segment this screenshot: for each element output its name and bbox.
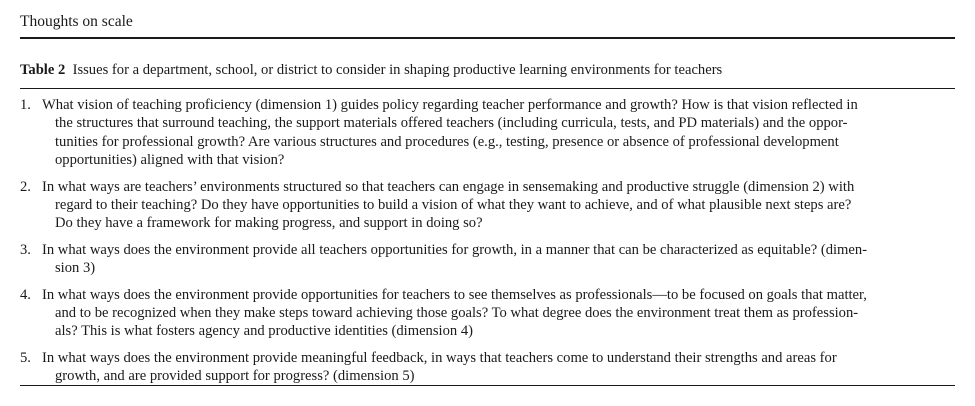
item-text-line: regard to their teaching? Do they have opportunities to build a vision of what they want to achieve, and of what plausible next steps are? (55, 197, 852, 214)
table-items (20, 96, 955, 394)
item-text-line: sion 3) (55, 260, 96, 277)
item-text-line: and to be recognized when they make steps toward achieving those goals? To what degree does the environment treat them as profession- (55, 305, 859, 322)
table-caption (20, 61, 722, 80)
table-bottom-rule (20, 385, 955, 386)
item-text-line: tunities for professional growth? Are various structures and procedures (e.g., testing, presence or absence of professional development (55, 133, 839, 150)
table-caption-text: Issues for a department, school, or district to consider in shaping productive learning environments for teachers (72, 62, 723, 78)
item-text-line: the structures that surround teaching, the support materials offered teachers (including curricula, tests, and PD materials) and the oppor- (55, 115, 848, 132)
table-label: Table 2 (20, 62, 66, 78)
item-number: 4. (20, 286, 31, 303)
item-number: 2. (20, 178, 31, 195)
item-text-line: In what ways does the environment provide opportunities for teachers to see themselves as professionals—to be focused on goals that matter, (42, 286, 867, 303)
item-text-line: growth, and are provided support for progress? (dimension 5) (55, 368, 415, 385)
item-text-line: opportunities) aligned with that vision? (55, 152, 285, 169)
item-text-line: In what ways does the environment provide all teachers opportunities for growth, in a manner that can be characterized as equitable? (dimen- (42, 241, 868, 258)
table-item (20, 178, 955, 233)
table-item (20, 96, 955, 170)
item-number: 5. (20, 349, 31, 366)
item-text-line: Do they have a framework for making progress, and support in doing so? (55, 215, 483, 232)
item-text-line: als? This is what fosters agency and productive identities (dimension 4) (55, 323, 473, 340)
item-text-line: In what ways does the environment provide meaningful feedback, in ways that teachers come to understand their strengths and areas for (42, 349, 837, 366)
item-text-line: What vision of teaching proficiency (dimension 1) guides policy regarding teacher performance and growth? How is that vision reflected in (42, 97, 858, 113)
item-text-line: In what ways are teachers’ environments structured so that teachers can engage in sensemaking and productive struggle (dimension 2) with (42, 178, 855, 195)
header-rule (20, 37, 955, 39)
table-item (20, 241, 955, 278)
table-top-rule (20, 88, 955, 89)
item-number: 3. (20, 241, 31, 258)
item-number: 1. (20, 97, 31, 113)
table-item (20, 349, 955, 386)
running-head: Thoughts on scale (20, 13, 133, 30)
table-item (20, 286, 955, 341)
